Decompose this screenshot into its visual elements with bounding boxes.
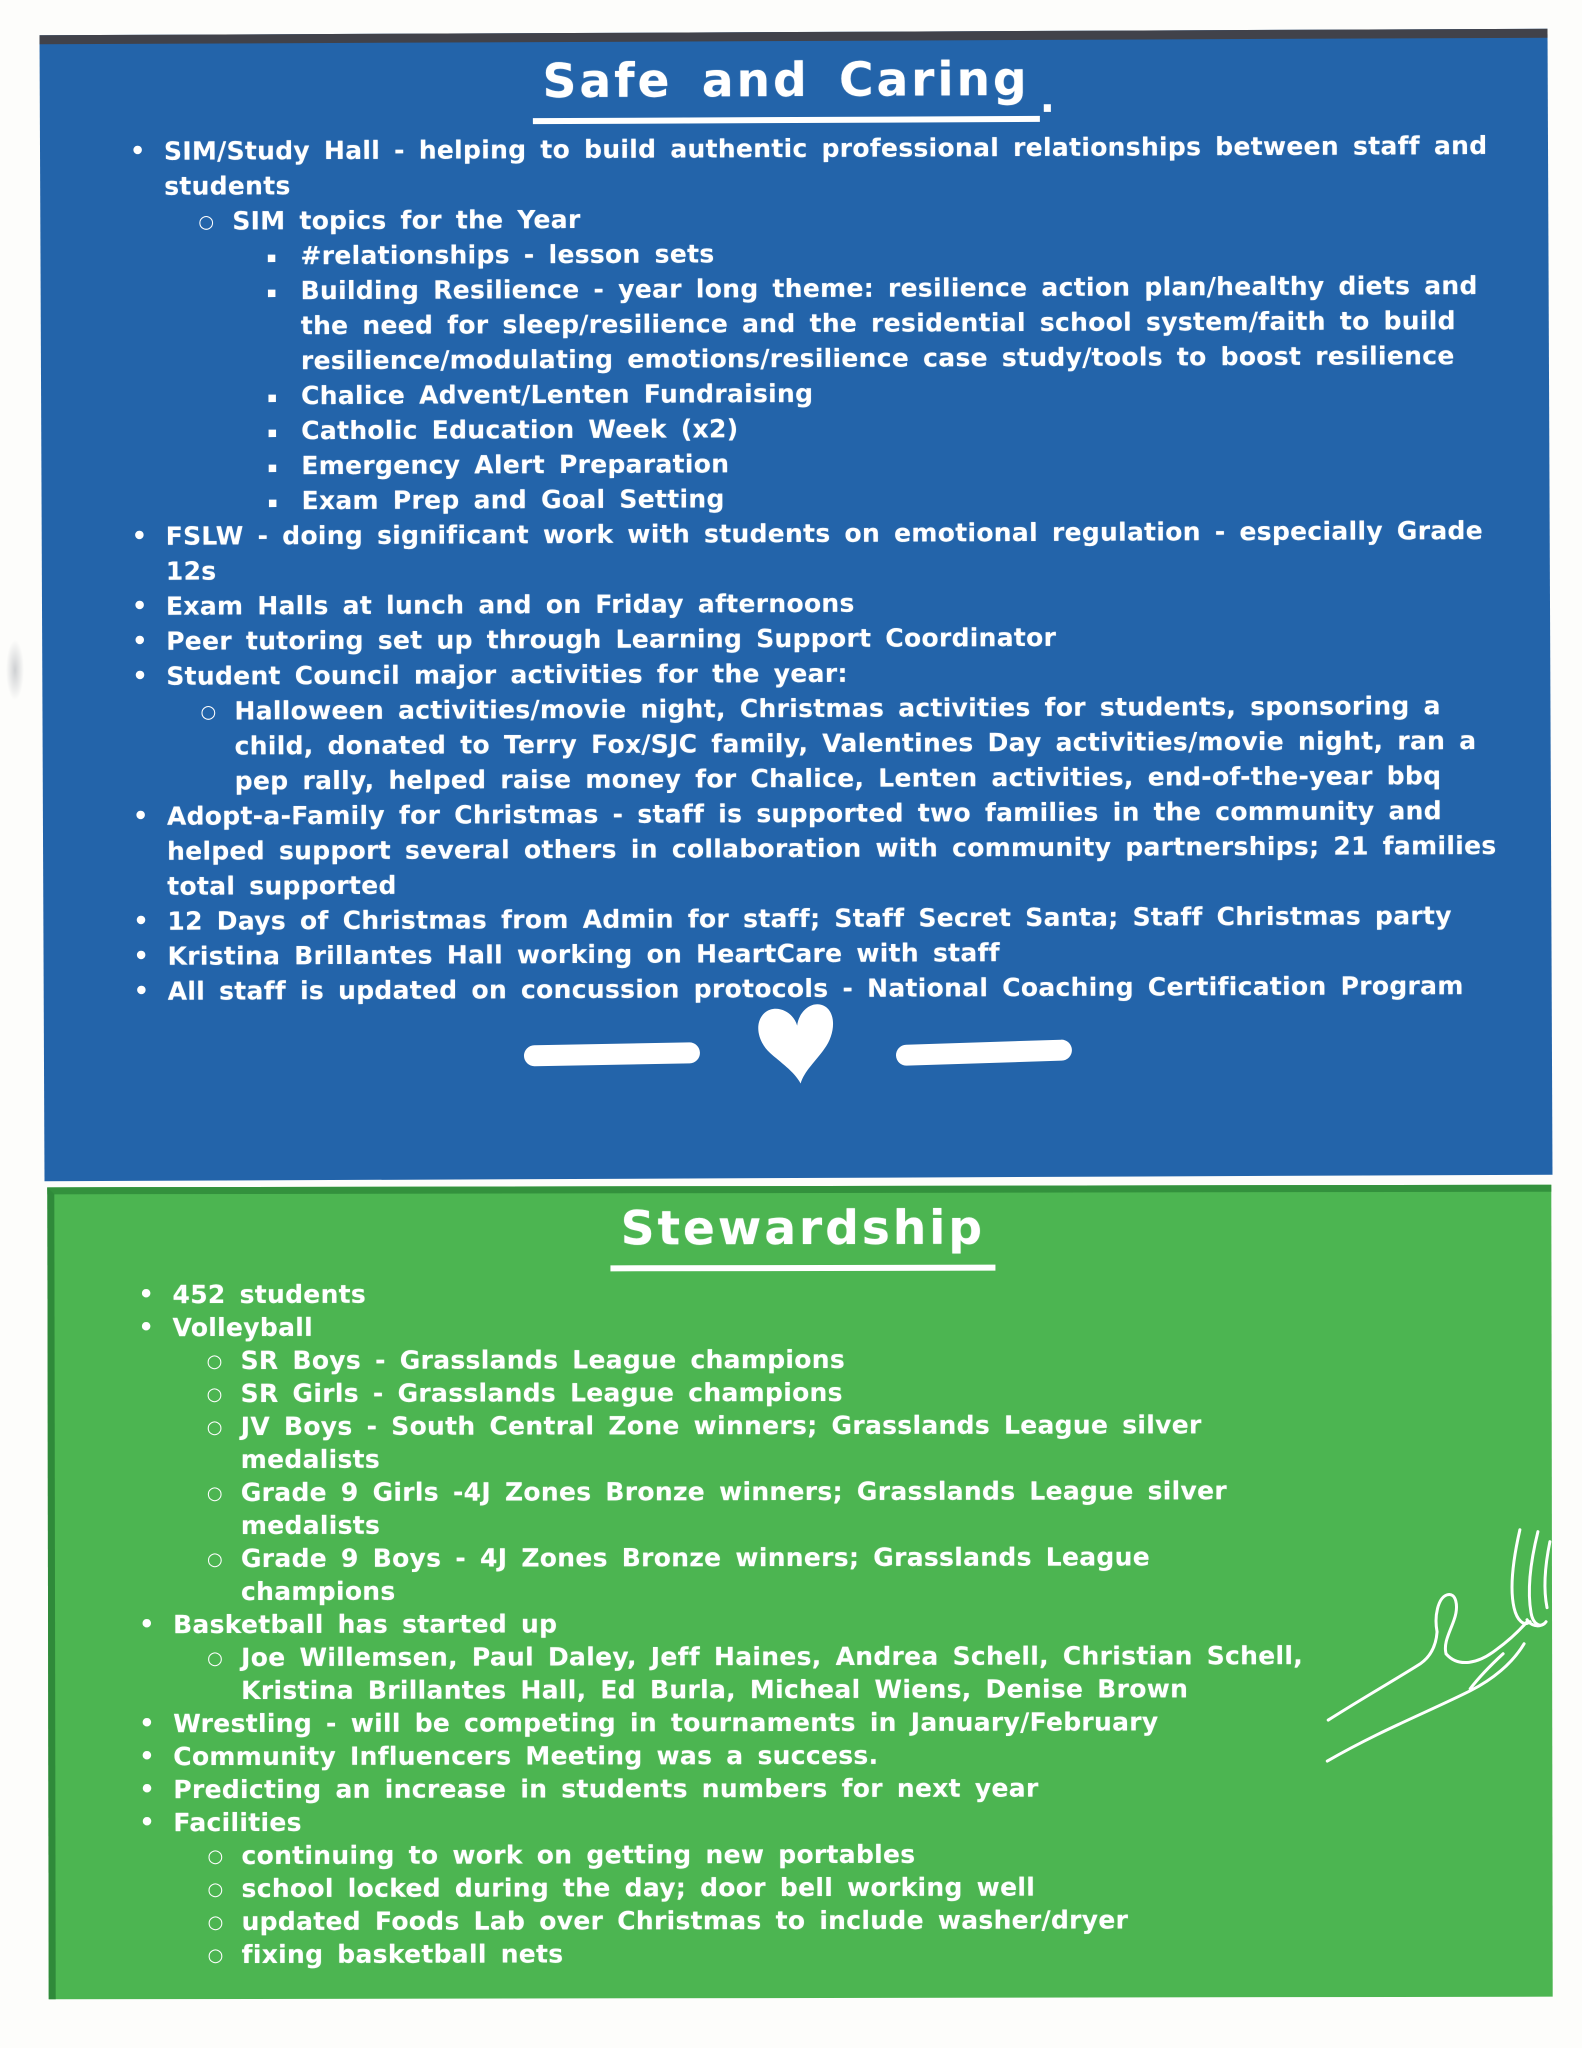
section-title: Safe and Caring: [532, 52, 1039, 124]
list-item-text: Chalice Advent/Lenten Fundraising: [301, 378, 814, 411]
list-item-text: Exam Halls at lunch and on Friday afternoons: [165, 588, 855, 621]
list-item: [207, 1870, 1552, 1905]
list-item: [130, 128, 1548, 204]
list-item: [266, 233, 1548, 274]
list-item-text: 452 students: [172, 1279, 367, 1310]
list-item: [133, 898, 1551, 939]
divider-dash-icon: [896, 1039, 1073, 1066]
list-item-text: FSLW - doing significant work with students on emotional regulation - especially Grade 12s: [165, 516, 1484, 586]
list-item: [207, 1342, 1552, 1377]
circle-bullet-icon: ○: [207, 1846, 224, 1868]
list-item-text: Community Influencers Meeting was a success.: [173, 1740, 879, 1772]
list-item: [139, 1804, 1552, 1839]
list-item: [138, 1276, 1551, 1311]
bullet-icon: •: [139, 1742, 155, 1771]
list-item: [208, 1903, 1553, 1938]
circle-bullet-icon: ○: [206, 1351, 223, 1373]
bullet-icon: •: [129, 136, 146, 165]
bullet-list: [40, 128, 1552, 1010]
section-title-row: [40, 50, 1548, 127]
section-title-row: [54, 1200, 1551, 1273]
list-item: [207, 1837, 1552, 1872]
list-item-text: fixing basketball nets: [241, 1939, 564, 1969]
section-title: Stewardship: [611, 1201, 995, 1272]
list-item: [207, 1375, 1552, 1410]
scan-smudge: [6, 640, 24, 700]
list-item-text: Joe Willemsen, Paul Daley, Jeff Haines, Andrea Schell, Christian Schell, Kristina Brillantes Hall, Ed Burla, Micheal Wiens, Denise Brown: [241, 1641, 1304, 1705]
list-item-text: JV Boys - South Central Zone winners; Grasslands League silver medalists: [240, 1410, 1202, 1474]
bullet-icon: •: [139, 1775, 155, 1804]
list-item-text: Kristina Brillantes Hall working on HeartCare with staff: [167, 938, 1000, 971]
list-item-text: Exam Prep and Goal Setting: [301, 484, 725, 516]
list-item-text: Volleyball: [172, 1312, 314, 1343]
circle-bullet-icon: ○: [207, 1879, 224, 1901]
section-stewardship: [47, 1185, 1552, 2000]
list-item: [208, 1936, 1553, 1971]
square-bullet-icon: ▪: [267, 493, 278, 512]
bullet-icon: •: [139, 1709, 155, 1738]
bullet-icon: •: [132, 626, 148, 655]
bullet-icon: •: [133, 976, 150, 1005]
bullet-icon: •: [139, 1610, 155, 1639]
list-item-text: school locked during the day; door bell working well: [241, 1872, 1036, 1903]
list-item-text: Emergency Alert Preparation: [301, 449, 730, 481]
list-item: [207, 1408, 1552, 1476]
list-item-text: SR Boys - Grasslands League champions: [240, 1344, 846, 1375]
list-item-text: Halloween activities/movie night, Christmas activities for students, sponsoring a child, donated to Terry Fox/SJC family, Valentines Day activities/movie night, ran a pep rally, helped raise money for Chalice, Lenten activities, end-of-the-year bbq: [234, 691, 1477, 796]
list-item: [133, 793, 1551, 904]
bullet-icon: •: [132, 801, 149, 830]
list-item-text: Student Council major activities for the year:: [166, 658, 848, 691]
list-item-text: updated Foods Lab over Christmas to include washer/dryer: [241, 1905, 1129, 1936]
hands-line-art-icon: [1324, 1528, 1552, 1808]
bullet-icon: •: [131, 521, 148, 550]
bullet-icon: •: [138, 1280, 154, 1309]
bullet-icon: •: [139, 1808, 155, 1837]
circle-bullet-icon: ○: [206, 1483, 223, 1505]
square-bullet-icon: ▪: [267, 388, 278, 407]
square-bullet-icon: ▪: [266, 283, 277, 302]
list-item-text: Predicting an increase in students numbers for next year: [173, 1773, 1039, 1805]
list-item-text: Basketball has started up: [173, 1609, 558, 1640]
list-item: [198, 198, 1548, 239]
list-item: [200, 688, 1550, 799]
section-safe-and-caring: [40, 29, 1553, 1182]
list-item-text: Grade 9 Boys - 4J Zones Bronze winners; Grasslands League champions: [240, 1542, 1150, 1606]
square-bullet-icon: ▪: [267, 458, 278, 477]
circle-bullet-icon: ○: [200, 701, 217, 723]
list-item: [267, 478, 1549, 519]
list-item: [267, 373, 1549, 414]
list-item-text: Wrestling - will be competing in tournaments in January/February: [173, 1707, 1159, 1739]
divider-dash-icon: [524, 1042, 700, 1066]
list-item-text: 12 Days of Christmas from Admin for staff; Staff Secret Santa; Staff Christmas party: [167, 901, 1452, 936]
bullet-icon: •: [131, 591, 148, 620]
circle-bullet-icon: ○: [207, 1912, 224, 1934]
list-item-text: Building Resilience - year long theme: resilience action plan/healthy diets and the need for sleep/resilience and the residential school system/faith to build resilience/modulating emotions/resilience case study/tools to boost resilience: [300, 271, 1478, 376]
bullet-icon: •: [133, 906, 149, 935]
list-item: [267, 408, 1549, 449]
list-item: [267, 443, 1549, 484]
list-item-text: SR Girls - Grasslands League champions: [240, 1377, 843, 1408]
heart-divider: [44, 1013, 1552, 1094]
bullet-icon: •: [132, 661, 148, 690]
list-item-text: Grade 9 Girls -4J Zones Bronze winners; Grasslands League silver medalists: [240, 1476, 1228, 1540]
square-bullet-icon: ▪: [266, 248, 277, 267]
heart-icon: [742, 993, 854, 1094]
list-item-text: SIM topics for the Year: [232, 204, 581, 236]
list-item-text: SIM/Study Hall - helping to build authentic professional relationships between staff and students: [163, 130, 1488, 201]
list-item: [132, 513, 1550, 589]
square-bullet-icon: ▪: [267, 423, 278, 442]
circle-bullet-icon: ○: [206, 1417, 223, 1439]
list-item-text: Facilities: [173, 1807, 302, 1838]
list-item: [267, 268, 1549, 379]
title-period: .: [1039, 75, 1056, 122]
bullet-icon: •: [138, 1313, 154, 1342]
list-item-text: Catholic Education Week (x2): [301, 414, 739, 446]
list-item-text: continuing to work on getting new portables: [241, 1839, 916, 1870]
circle-bullet-icon: ○: [206, 1384, 223, 1406]
list-item-text: Peer tutoring set up through Learning Support Coordinator: [166, 622, 1057, 656]
bullet-icon: •: [133, 941, 149, 970]
circle-bullet-icon: ○: [206, 1549, 223, 1571]
list-item-text: #relationships - lesson sets: [300, 239, 715, 271]
list-item-text: All staff is updated on concussion protocols - National Coaching Certification Program: [167, 971, 1464, 1006]
circle-bullet-icon: ○: [207, 1945, 224, 1967]
list-item: [139, 1309, 1552, 1344]
circle-bullet-icon: ○: [198, 211, 215, 233]
circle-bullet-icon: ○: [207, 1648, 223, 1670]
list-item-text: Adopt-a-Family for Christmas - staff is supported two families in the community and helped support several others in collaboration with community partnerships; 21 families total supported: [166, 796, 1497, 901]
